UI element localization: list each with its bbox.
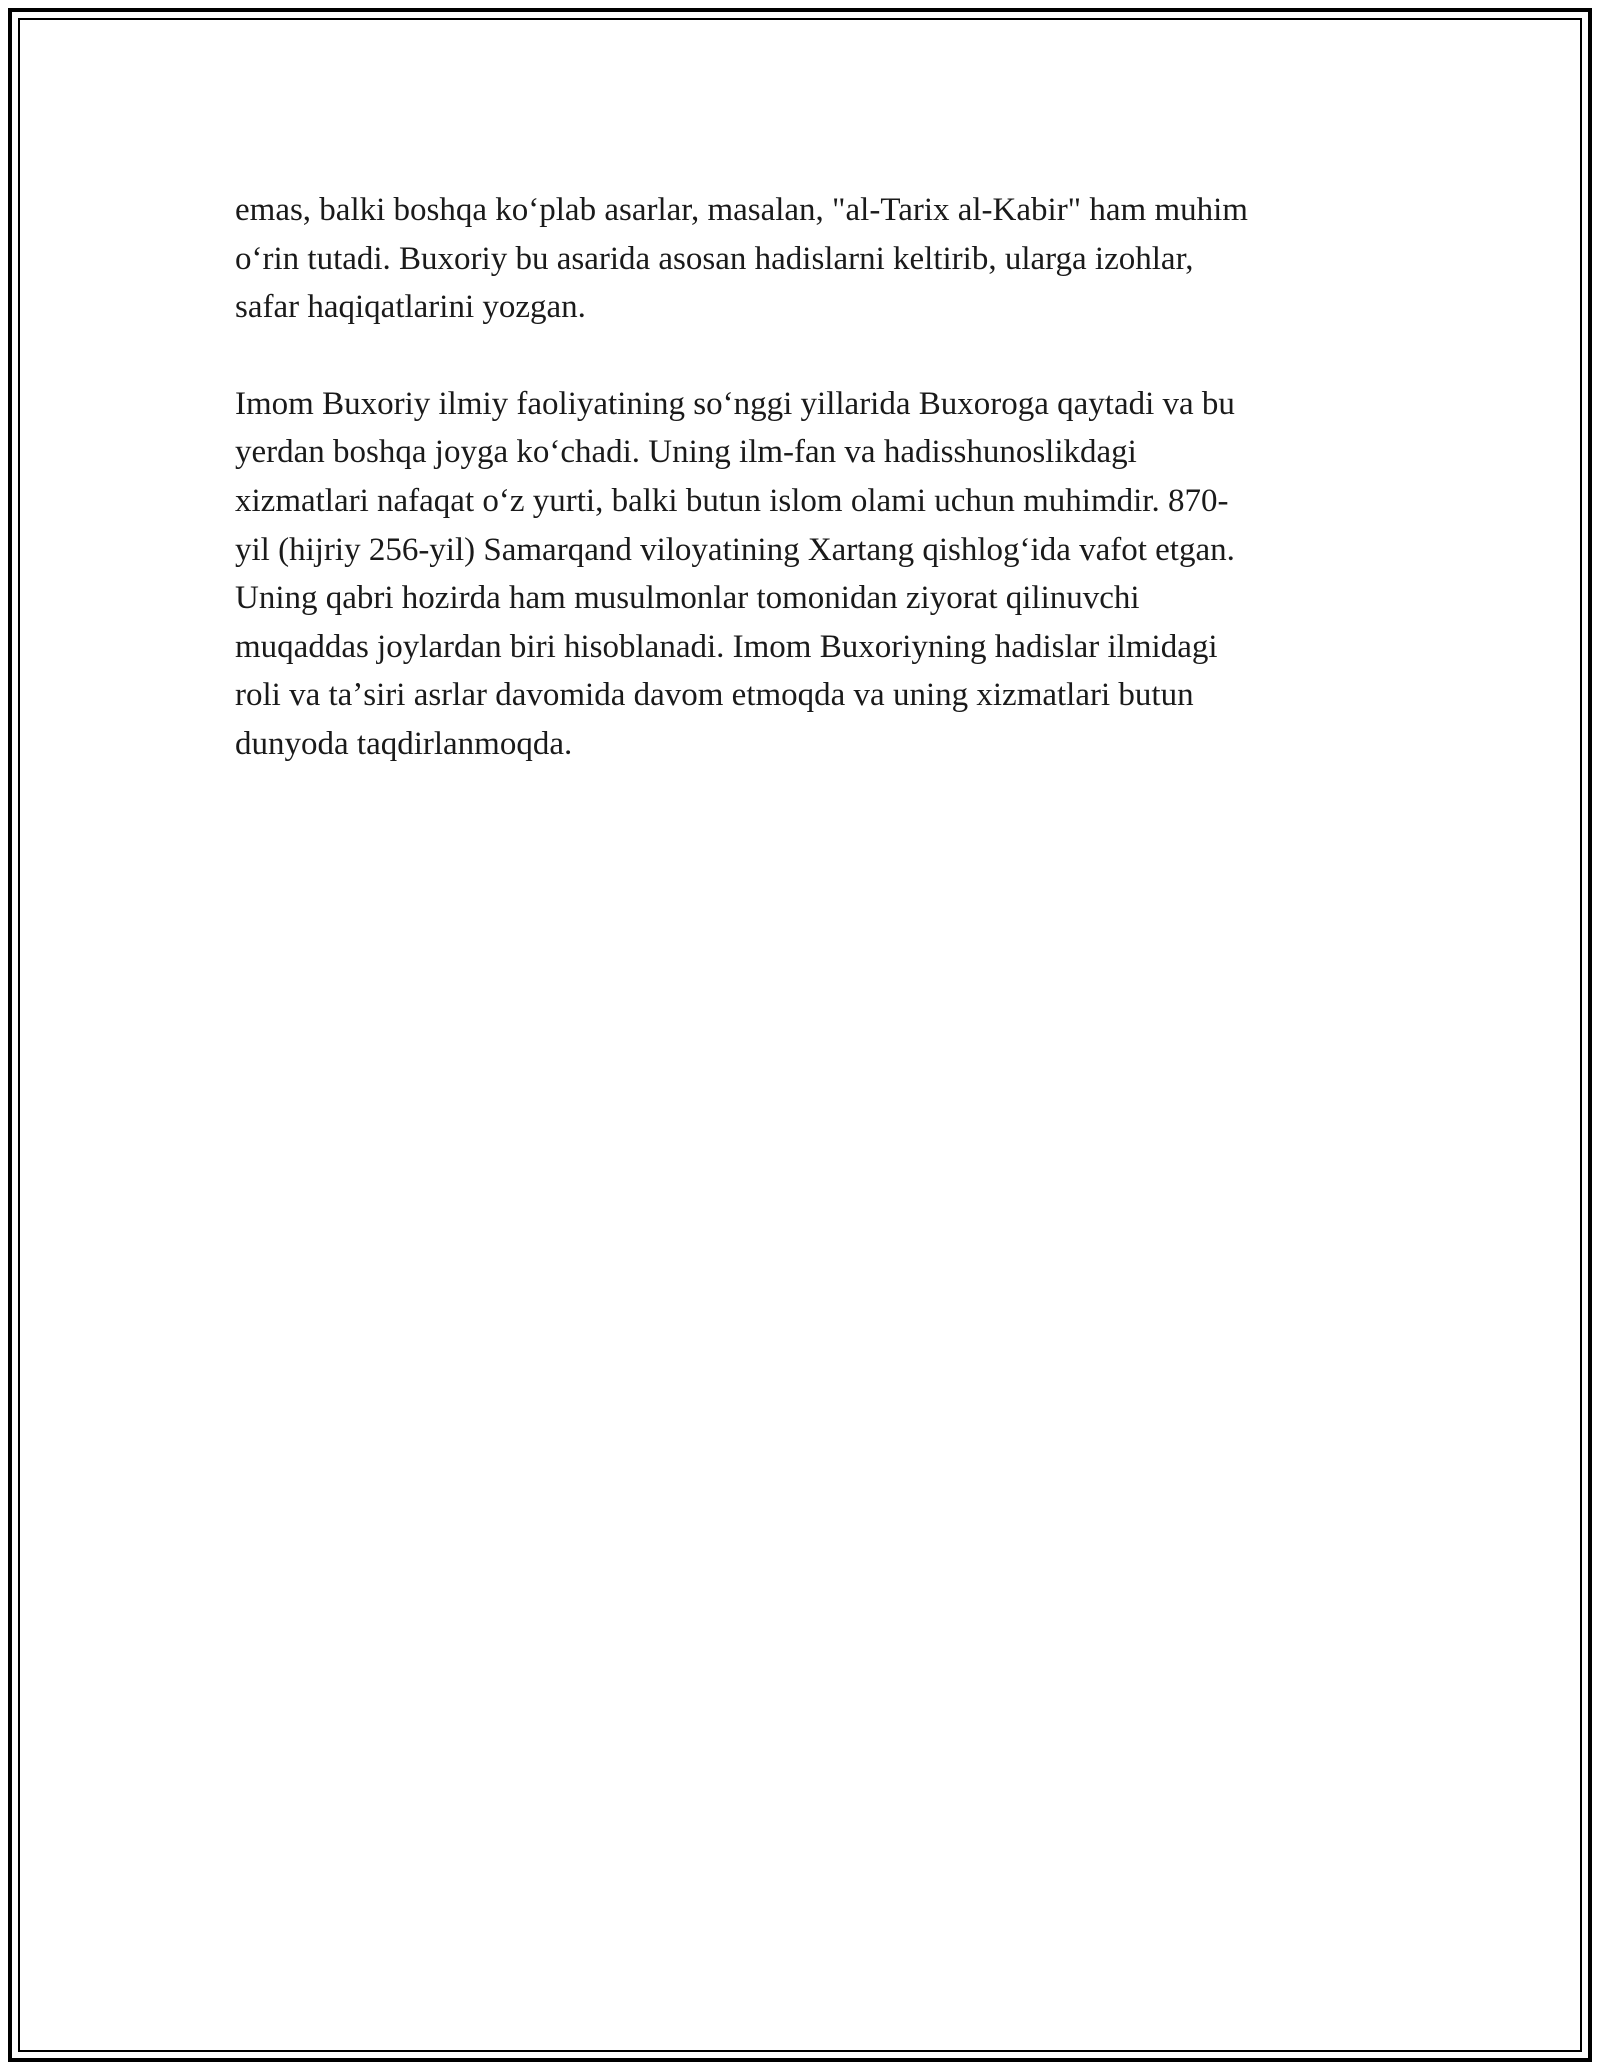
text-line: xizmatlari nafaqat oʻz yurti, balki butun islom olami uchun muhimdir. 870-: [235, 482, 1229, 519]
text-line: dunyoda taqdirlanmoqda.: [235, 725, 573, 762]
text-line: muqaddas joylardan biri hisoblanadi. Imom Buxoriyning hadislar ilmidagi: [235, 628, 1218, 665]
text-line: roli va taʼsiri asrlar davomida davom etmoqda va uning xizmatlari butun: [235, 677, 1194, 714]
text-line: emas, balki boshqa koʻplab asarlar, masalan, "al-Tarix al-Kabir" ham muhim: [235, 192, 1248, 228]
paragraph-spacer: [235, 332, 1385, 380]
document-body: [235, 186, 1385, 769]
paragraph-1: [235, 186, 1385, 332]
text-line: safar haqiqatlarini yozgan.: [235, 289, 586, 326]
paragraph-2: [235, 380, 1385, 769]
text-line: Uning qabri hozirda ham musulmonlar tomonidan ziyorat qilinuvchi: [235, 580, 1140, 617]
text-line: yerdan boshqa joyga koʻchadi. Uning ilm-fan va hadisshunoslikdagi: [235, 434, 1137, 471]
text-line: Imom Buxoriy ilmiy faoliyatining soʻnggi yillarida Buxoroga qaytadi va bu: [235, 385, 1235, 422]
text-line: yil (hijriy 256-yil) Samarqand viloyatining Xartang qishlogʻida vafot etgan.: [235, 531, 1235, 568]
text-line: oʻrin tutadi. Buxoriy bu asarida asosan hadislarni keltirib, ularga izohlar,: [235, 240, 1194, 277]
